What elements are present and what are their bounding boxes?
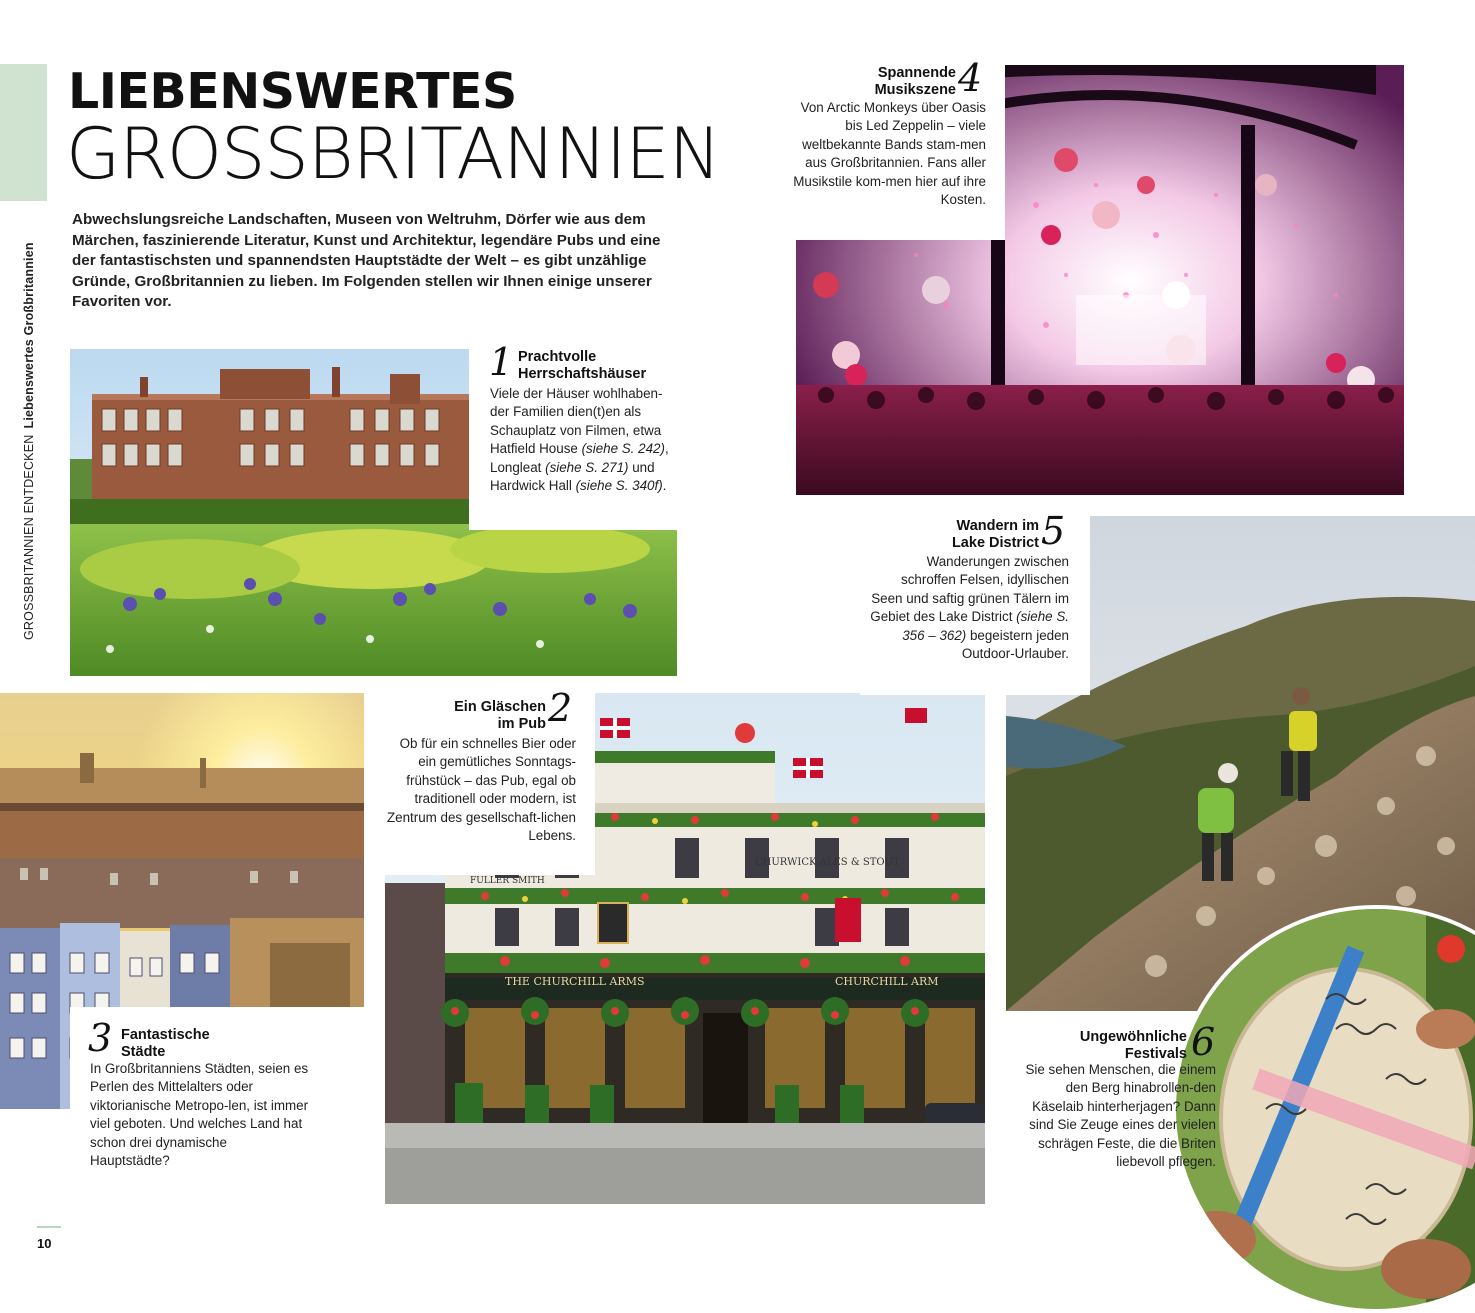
pub-upper-sign: CHURWICK ALES & STOUT xyxy=(755,857,900,868)
pub-brand-sign: FULLER SMITH xyxy=(470,876,545,886)
feature-heading-6: Ungewöhnliche Festivals xyxy=(1079,1029,1187,1062)
feature-number-4: 4 xyxy=(958,56,983,100)
feature-heading-2: Ein Gläschen im Pub xyxy=(454,699,546,732)
feature-body-4: Von Arctic Monkeys über Oasis bis Led Zeppelin – viele weltbekannte Bands stam-men aus Großbritannien. Fans aller Musikstile kom-men hier auf ihre Kosten. xyxy=(793,100,986,208)
chapter-label: Liebenswertes Großbritannien xyxy=(22,242,36,429)
pub-fascia-sign: THE CHURCHILL ARMS xyxy=(505,975,645,988)
feature-body-6: Sie sehen Menschen, die einem den Berg hinabrollen-den Käselaib hinterherjagen? Dann sind Sie Zeuge eines der vielen schrägen Feste, die die Briten liebevoll pflegen. xyxy=(1025,1062,1216,1170)
feature-heading-4: Spannende Musikszene xyxy=(874,65,956,98)
feature-number-6: 6 xyxy=(1191,1020,1216,1064)
chapter-tab xyxy=(0,64,47,201)
title-line-1: LIEBENSWERTES xyxy=(68,63,517,120)
feature-body-1: Viele der Häuser wohlhaben-der Familien dien(t)en als Schauplatz von Filmen, etwa Hatfield House (siehe S. 242), Longleat (siehe S. 271) und Hardwick Hall (siehe S. 340f). xyxy=(490,386,669,494)
feature-number-3: 3 xyxy=(88,1016,113,1060)
feature-heading-5: Wandern im Lake District xyxy=(951,518,1039,551)
feature-heading-1: Prachtvolle Herrschaftshäuser xyxy=(518,349,647,382)
feature-number-2: 2 xyxy=(548,686,573,730)
section-label: GROSSBRITANNIEN ENTDECKEN xyxy=(22,434,36,640)
page-number: 10 xyxy=(37,1226,61,1251)
title-line-2: GROSSBRITANNIEN xyxy=(66,113,721,195)
feature-number-1: 1 xyxy=(489,340,514,384)
pub-side-sign: CHURCHILL ARM xyxy=(835,975,939,988)
intro-paragraph: Abwechslungsreiche Landschaften, Museen von Weltruhm, Dörfer wie aus dem Märchen, faszinierende Literatur, Kunst und Architektur, legendäre Pubs und eine der fantastischsten und spannendsten Hauptstädte der Welt – es gibt unzählige Gründe, Großbritannien zu lieben. Im Folgenden stellen wir Ihnen einige unserer Favoriten vor. xyxy=(72,211,661,311)
feature-heading-3: Fantastische Städte xyxy=(121,1027,210,1060)
feature-body-2: Ob für ein schnelles Bier oder ein gemütliches Sonntags-frühstück – das Pub, egal ob traditionell oder modern, ist Zentrum des gesellschaft-lichen Lebens. xyxy=(386,736,576,844)
running-header xyxy=(22,200,36,640)
feature-number-5: 5 xyxy=(1041,509,1066,553)
feature-body-5: Wanderungen zwischen schroffen Felsen, idyllischen Seen und saftig grünen Tälern im Gebiet des Lake District (siehe S. 356 – 362) begeistern jeden Outdoor-Urlauber. xyxy=(870,554,1069,662)
feature-body-3: In Großbritanniens Städten, seien es Perlen des Mittelalters oder viktorianische Metropo-len, ist immer viel geboten. Und welches Land hat schon drei dynamische Hauptstädte? xyxy=(90,1061,309,1169)
